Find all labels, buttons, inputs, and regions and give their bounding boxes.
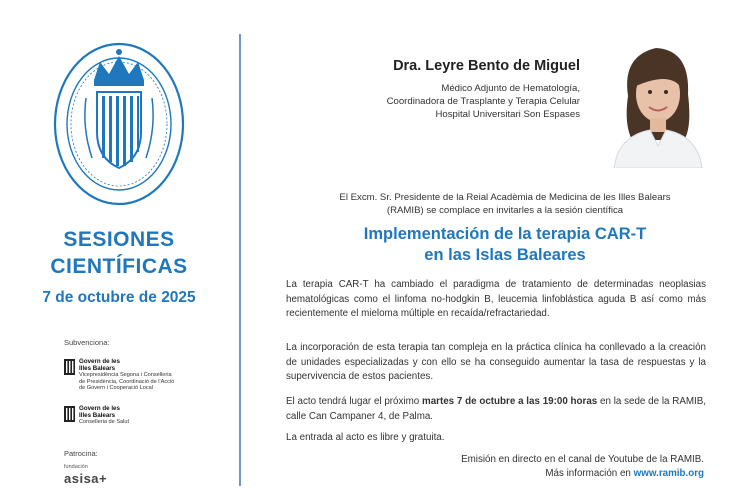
footer-info-pre: Más información en xyxy=(545,468,634,479)
patrocina-label: Patrocina: xyxy=(64,449,98,458)
paragraph-2: La incorporación de esta terapia tan compleja en la práctica clínica ha conllevado a la creación de unidades especializadas y con ello se ha conseguido aumentar la tasa de respuestas y la supervivencia de estos pacientes. xyxy=(286,342,706,382)
fundacion-label: fundación xyxy=(64,464,88,470)
vertical-divider xyxy=(239,34,241,486)
speaker-name: Dra. Leyre Bento de Miguel xyxy=(393,58,580,74)
asisa-name: asisa+ xyxy=(64,471,108,486)
paragraph-1: La terapia CAR-T ha cambiado el paradigma de tratamiento de determinadas neoplasias hematológicas como el linfoma no-hodgkin B, leucemia linfoblástica aguda B así como más recientemente el mieloma múltiple en recaída/refractariedad. xyxy=(286,279,706,319)
paragraph-4: La entrada al acto es libre y gratuita. xyxy=(286,432,445,443)
invitation-text xyxy=(305,191,705,217)
p3-bold: martes 7 de octubre a las 19:00 horas xyxy=(421,396,598,407)
left-panel xyxy=(0,0,238,486)
talk-title-line2: en las Islas Baleares xyxy=(424,246,586,264)
sponsor2-name2: Illes Balears xyxy=(79,411,116,419)
govern-illes-balears-icon xyxy=(64,359,75,375)
sponsor1-name1: Govern de les xyxy=(79,358,120,365)
sponsor-govern-salut xyxy=(64,406,129,426)
sponsor2-name1: Govern de les xyxy=(79,405,120,412)
p3-pre: El acto tendrá lugar el próximo xyxy=(286,396,422,407)
sesiones-heading: SESIONES xyxy=(63,228,175,251)
role-line1: Médico Adjunto de Hematología, xyxy=(441,83,580,94)
paragraph-3 xyxy=(286,395,706,424)
invitation-line1: El Excm. Sr. Presidente de la Reial Acadèmia de Medicina de les Illes Balears xyxy=(339,192,671,203)
sponsor1-desc2: de Presidència, Coordinació de l'Acció xyxy=(79,378,175,385)
speaker-role xyxy=(387,82,580,121)
p3-post: en la sede de la RAMIB, calle Can Campaner 4, de Palma. xyxy=(286,396,706,422)
talk-title xyxy=(300,224,710,266)
govern-illes-balears-icon xyxy=(64,406,75,422)
footer-youtube: Emisión en directo en el canal de Youtube de la RAMIB. xyxy=(461,454,704,465)
invitation-line2: (RAMIB) se complace en invitarles a la sesión científica xyxy=(386,205,624,216)
sponsor1-desc1: Vicepresidència Segona i Conselleria xyxy=(79,372,172,379)
session-date: 7 de octubre de 2025 xyxy=(42,289,196,306)
speaker-photo xyxy=(608,36,706,168)
subvenciona-label: Subvenciona: xyxy=(64,338,110,347)
footer-info xyxy=(545,467,704,481)
sponsor-govern-presidencia xyxy=(64,359,174,392)
role-line3: Hospital Universitari Son Espases xyxy=(435,109,580,120)
sponsor1-desc3: de Govern i Cooperació Local xyxy=(79,385,154,392)
website-link[interactable]: www.ramib.org xyxy=(633,468,704,479)
cientificas-heading: CIENTÍFICAS xyxy=(50,255,188,278)
role-line2: Coordinadora de Trasplante y Terapia Celular xyxy=(386,96,580,107)
sponsor2-desc1: Conselleria de Salut xyxy=(79,419,130,426)
sponsor1-name2: Illes Balears xyxy=(79,364,116,372)
talk-title-line1: Implementación de la terapia CAR-T xyxy=(363,225,647,243)
fundacion-asisa-logo xyxy=(64,464,107,488)
ramib-seal-logo xyxy=(52,28,186,208)
